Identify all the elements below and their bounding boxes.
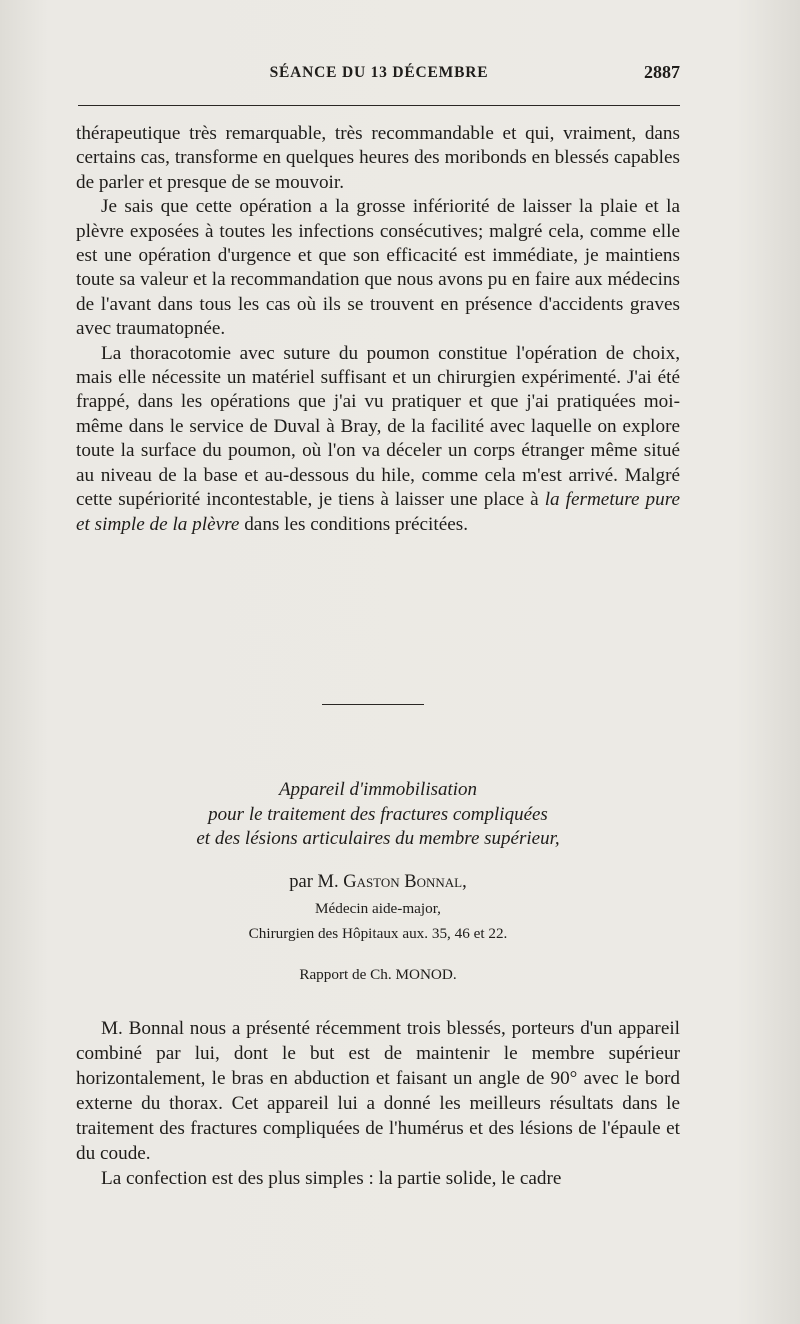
paragraph-text: La thoracotomie avec suture du poumon constitue l'opération de choix, mais elle nécessite un matériel suffisant et un chirurgien expérimenté. J'ai été frappé, dans les opérations que j'ai vu pratiquer et que j'ai pratiquées moi-même dans le service de Duval à Bray, de la facilité avec laquelle on explore toute la surface du poumon, où l'on va déceler un corps étranger même situé au niveau de la base et au-dessous du hile, comme cela m'est arrivé. Malgré cette supériorité incontestable, je tiens à laisser une place à [76,342,680,511]
author-block [76,870,680,985]
page-header [78,62,680,92]
article-text [76,1016,680,1191]
running-title: SÉANCE DU 13 DÉCEMBRE [269,64,489,81]
section-divider [322,704,424,705]
author-name: Gaston Bonnal, [343,872,467,892]
main-text [76,122,680,537]
paragraph-operation: Je sais que cette opération a la grosse infériorité de laisser la plaie et la plèvre exposées à toutes les infections consécutives; malgré cela, comme elle est une opération d'urgence et que son efficacité est immédiate, je maintiens toute sa valeur et la recommandation que nous avons pu en faire aux médecins de l'avant dans tous les cas où ils se trouvent en présence d'accidents graves avec traumatopnée. [76,196,680,340]
page-number: 2887 [644,62,680,82]
author-line [76,870,680,894]
header-rule [78,105,680,106]
paragraph-continued: thérapeutique très remarquable, très recommandable et qui, vraiment, dans certains cas, transforme en quelques heures des moribonds en blessés capables de parler et presque de se mouvoir. [76,123,680,193]
title-line-1: Appareil d'immobilisation [278,779,478,800]
author-prefix: par M. [289,872,344,892]
title-line-3: et des lésions articulaires du membre supérieur, [196,828,560,849]
italic-phrase: la fermeture pure et simple de la plèvre [76,489,680,535]
title-line-2: pour le traitement des fractures compliquées [208,803,548,825]
article-title [76,778,680,852]
author-role: Médecin aide-major, [315,900,441,917]
paragraph-thoracotomy [76,342,680,537]
author-affiliation: Chirurgien des Hôpitaux aux. 35, 46 et 22. [248,925,508,942]
paragraph-text-end: dans les conditions précitées. [239,513,468,535]
paragraph-presentation: M. Bonnal nous a présenté récemment trois blessés, porteurs d'un appareil combiné par lui, dont le but est de maintenir le membre supérieur horizontalement, le bras en abduction et faisant un angle de 90° avec le bord externe du thorax. Cet appareil lui a donné les meilleurs résultats dans le traitement des fractures compliquées de l'humérus et des lésions de l'épaule et du coude. [76,1018,680,1164]
paragraph-confection: La confection est des plus simples : la partie solide, le cadre [101,1168,562,1189]
report-line: Rapport de Ch. MONOD. [299,966,457,983]
